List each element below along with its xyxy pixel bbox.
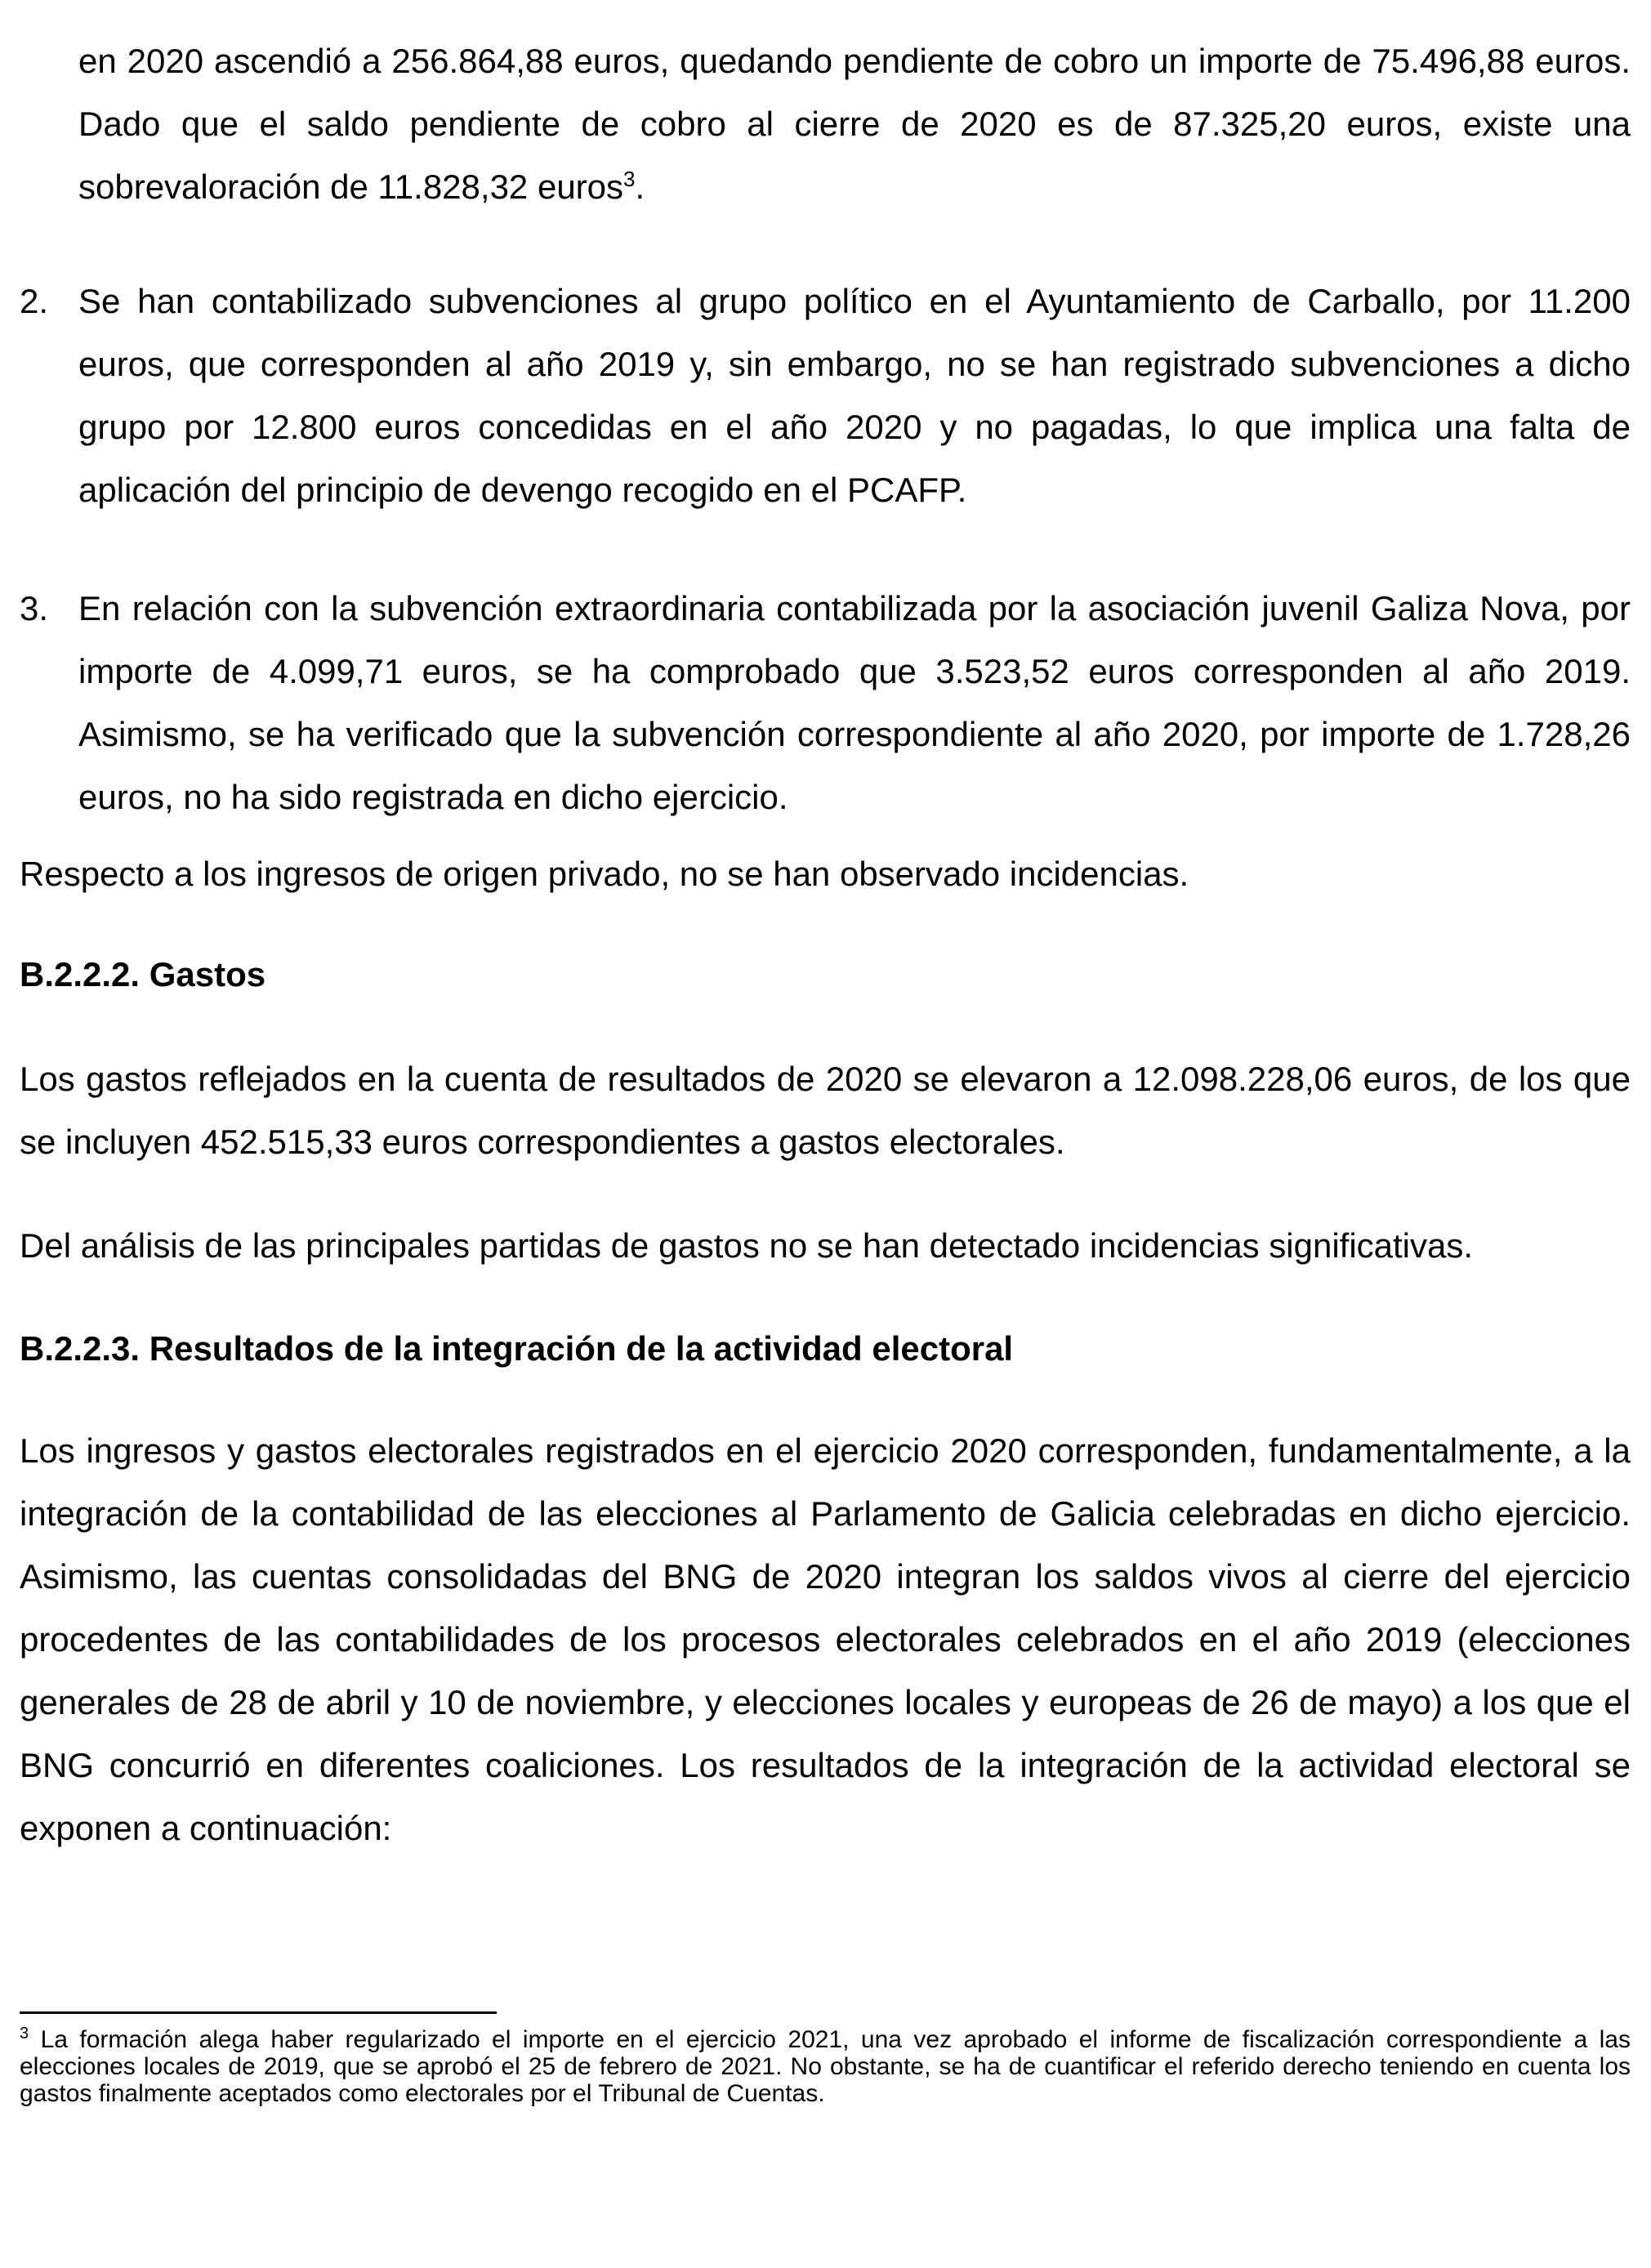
list-item-3-number: 3. (20, 589, 49, 627)
gastos-paragraph-1: Los gastos reflejados en la cuenta de resultados de 2020 se elevaron a 12.098.228,06 euros, de los que se incluyen 452.515,33 euros correspondientes a gastos electorales. (20, 1060, 1631, 1161)
resultados-paragraph: Los ingresos y gastos electorales registrados en el ejercicio 2020 corresponden, fundamentalmente, a la integración de la contabilidad de las elecciones al Parlamento de Galicia celebradas en dicho ejercicio. Asimismo, las cuentas consolidadas del BNG de 2020 integran los saldos vivos al cierre del ejercicio procedentes de las contabilidades de los procesos electorales celebrados en el año 2019 (elecciones generales de 28 de abril y 10 de noviembre, y elecciones locales y europeas de 26 de mayo) a los que el BNG concurrió en diferentes coaliciones. Los resultados de la integración de la actividad electoral se exponen a continuación: (20, 1431, 1631, 1847)
footnote-reference[interactable]: 3 (623, 167, 636, 191)
list-item-1-continuation (78, 29, 1631, 218)
private-income-paragraph: Respecto a los ingresos de origen privado, no se han observado incidencias. (20, 855, 1189, 893)
footnote (20, 2026, 1631, 2107)
section-heading-gastos: B.2.2.2. Gastos (20, 955, 266, 993)
list-item-2-number: 2. (20, 282, 49, 320)
footnote-number: 3 (20, 2025, 29, 2043)
list-item-1-text: en 2020 ascendió a 256.864,88 euros, quedando pendiente de cobro un importe de 75.496,88 euros. Dado que el saldo pendiente de cobro al cierre de 2020 es de 87.325,20 euros, existe una sobrevaloración de 11.828,32 euros (78, 42, 1631, 206)
list-item-2-text: Se han contabilizado subvenciones al grupo político en el Ayuntamiento de Carballo, por 11.200 euros, que corresponden al año 2019 y, sin embargo, no se han registrado subvenciones a dicho grupo por 12.800 euros concedidas en el año 2020 y no pagadas, lo que implica una falta de aplicación del principio de devengo recogido en el PCAFP. (78, 282, 1631, 509)
list-item-3-text: En relación con la subvención extraordinaria contabilizada por la asociación juvenil Galiza Nova, por importe de 4.099,71 euros, se ha comprobado que 3.523,52 euros corresponden al año 2019. Asimismo, se ha verificado que la subvención correspondiente al año 2020, por importe de 1.728,26 euros, no ha sido registrada en dicho ejercicio. (78, 589, 1631, 816)
section-heading-resultados: B.2.2.3. Resultados de la integración de la actividad electoral (20, 1329, 1014, 1368)
gastos-paragraph-2: Del análisis de las principales partidas de gastos no se han detectado incidencias significativas. (20, 1226, 1474, 1265)
footnote-text: La formación alega haber regularizado el importe en el ejercicio 2021, una vez aprobado el informe de fiscalización correspondiente a las elecciones locales de 2019, que se aprobó el 25 de febrero de 2021. No obstante, se ha de cuantificar el referido derecho teniendo en cuenta los gastos finalmente aceptados como electorales por el Tribunal de Cuentas. (20, 2026, 1631, 2107)
footnote-divider (20, 2011, 497, 2014)
list-item-1-end: . (635, 167, 645, 206)
